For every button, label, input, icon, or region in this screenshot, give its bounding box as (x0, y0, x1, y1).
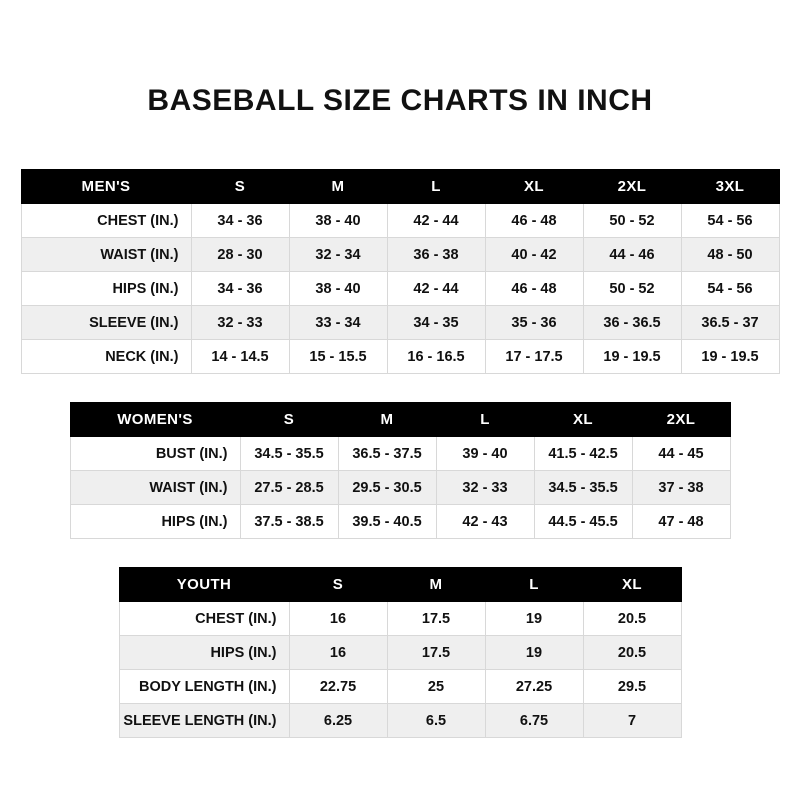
row-label: SLEEVE (IN.) (21, 306, 191, 340)
tables-container (0, 169, 800, 738)
row-label: BUST (IN.) (70, 437, 240, 471)
table-row (70, 471, 730, 505)
cell: 37 - 38 (632, 471, 730, 505)
cell: 39.5 - 40.5 (338, 505, 436, 539)
column-header: S (289, 568, 387, 602)
row-label: SLEEVE LENGTH (IN.) (119, 704, 289, 738)
table-header-row (70, 403, 730, 437)
table-row (21, 238, 779, 272)
table-header-row (21, 170, 779, 204)
cell: 14 - 14.5 (191, 340, 289, 374)
cell: 54 - 56 (681, 204, 779, 238)
cell: 36 - 38 (387, 238, 485, 272)
cell: 34 - 36 (191, 272, 289, 306)
row-label: BODY LENGTH (IN.) (119, 670, 289, 704)
table-row (21, 204, 779, 238)
cell: 50 - 52 (583, 272, 681, 306)
cell: 46 - 48 (485, 204, 583, 238)
cell: 38 - 40 (289, 272, 387, 306)
table-row (119, 636, 681, 670)
cell: 16 (289, 636, 387, 670)
cell: 34 - 36 (191, 204, 289, 238)
cell: 48 - 50 (681, 238, 779, 272)
column-header: S (191, 170, 289, 204)
cell: 20.5 (583, 636, 681, 670)
cell: 34.5 - 35.5 (240, 437, 338, 471)
table-row (119, 602, 681, 636)
row-label: WAIST (IN.) (21, 238, 191, 272)
table-row (119, 704, 681, 738)
row-label: CHEST (IN.) (21, 204, 191, 238)
cell: 6.25 (289, 704, 387, 738)
cell: 36.5 - 37 (681, 306, 779, 340)
cell: 27.25 (485, 670, 583, 704)
table-row (119, 670, 681, 704)
cell: 27.5 - 28.5 (240, 471, 338, 505)
cell: 36.5 - 37.5 (338, 437, 436, 471)
page-title: BASEBALL SIZE CHARTS IN INCH (147, 84, 653, 117)
cell: 34.5 - 35.5 (534, 471, 632, 505)
row-label: HIPS (IN.) (119, 636, 289, 670)
cell: 6.5 (387, 704, 485, 738)
table-row (70, 437, 730, 471)
column-header: XL (485, 170, 583, 204)
cell: 32 - 34 (289, 238, 387, 272)
youth-size-table (119, 567, 682, 738)
womens-size-table (70, 402, 731, 539)
cell: 7 (583, 704, 681, 738)
row-label: HIPS (IN.) (70, 505, 240, 539)
cell: 36 - 36.5 (583, 306, 681, 340)
column-header: M (387, 568, 485, 602)
cell: 46 - 48 (485, 272, 583, 306)
cell: 6.75 (485, 704, 583, 738)
column-header: MEN'S (21, 170, 191, 204)
cell: 32 - 33 (191, 306, 289, 340)
cell: 44 - 45 (632, 437, 730, 471)
cell: 39 - 40 (436, 437, 534, 471)
cell: 17.5 (387, 636, 485, 670)
cell: 19 (485, 602, 583, 636)
cell: 42 - 44 (387, 272, 485, 306)
cell: 16 - 16.5 (387, 340, 485, 374)
column-header: 3XL (681, 170, 779, 204)
cell: 25 (387, 670, 485, 704)
cell: 34 - 35 (387, 306, 485, 340)
cell: 22.75 (289, 670, 387, 704)
cell: 54 - 56 (681, 272, 779, 306)
column-header: XL (534, 403, 632, 437)
cell: 29.5 (583, 670, 681, 704)
cell: 41.5 - 42.5 (534, 437, 632, 471)
row-label: HIPS (IN.) (21, 272, 191, 306)
cell: 47 - 48 (632, 505, 730, 539)
cell: 19 - 19.5 (681, 340, 779, 374)
cell: 20.5 (583, 602, 681, 636)
cell: 40 - 42 (485, 238, 583, 272)
table-row (70, 505, 730, 539)
column-header: YOUTH (119, 568, 289, 602)
column-header: S (240, 403, 338, 437)
cell: 50 - 52 (583, 204, 681, 238)
cell: 33 - 34 (289, 306, 387, 340)
column-header: 2XL (583, 170, 681, 204)
row-label: CHEST (IN.) (119, 602, 289, 636)
column-header: L (436, 403, 534, 437)
cell: 42 - 44 (387, 204, 485, 238)
cell: 35 - 36 (485, 306, 583, 340)
cell: 32 - 33 (436, 471, 534, 505)
column-header: M (289, 170, 387, 204)
cell: 15 - 15.5 (289, 340, 387, 374)
cell: 16 (289, 602, 387, 636)
cell: 19 - 19.5 (583, 340, 681, 374)
cell: 44.5 - 45.5 (534, 505, 632, 539)
table-row (21, 340, 779, 374)
cell: 29.5 - 30.5 (338, 471, 436, 505)
table-row (21, 306, 779, 340)
row-label: NECK (IN.) (21, 340, 191, 374)
column-header: L (387, 170, 485, 204)
cell: 37.5 - 38.5 (240, 505, 338, 539)
column-header: M (338, 403, 436, 437)
column-header: L (485, 568, 583, 602)
cell: 19 (485, 636, 583, 670)
column-header: 2XL (632, 403, 730, 437)
mens-size-table (21, 169, 780, 374)
cell: 17.5 (387, 602, 485, 636)
table-row (21, 272, 779, 306)
column-header: XL (583, 568, 681, 602)
cell: 28 - 30 (191, 238, 289, 272)
cell: 17 - 17.5 (485, 340, 583, 374)
cell: 44 - 46 (583, 238, 681, 272)
cell: 42 - 43 (436, 505, 534, 539)
table-header-row (119, 568, 681, 602)
column-header: WOMEN'S (70, 403, 240, 437)
row-label: WAIST (IN.) (70, 471, 240, 505)
cell: 38 - 40 (289, 204, 387, 238)
